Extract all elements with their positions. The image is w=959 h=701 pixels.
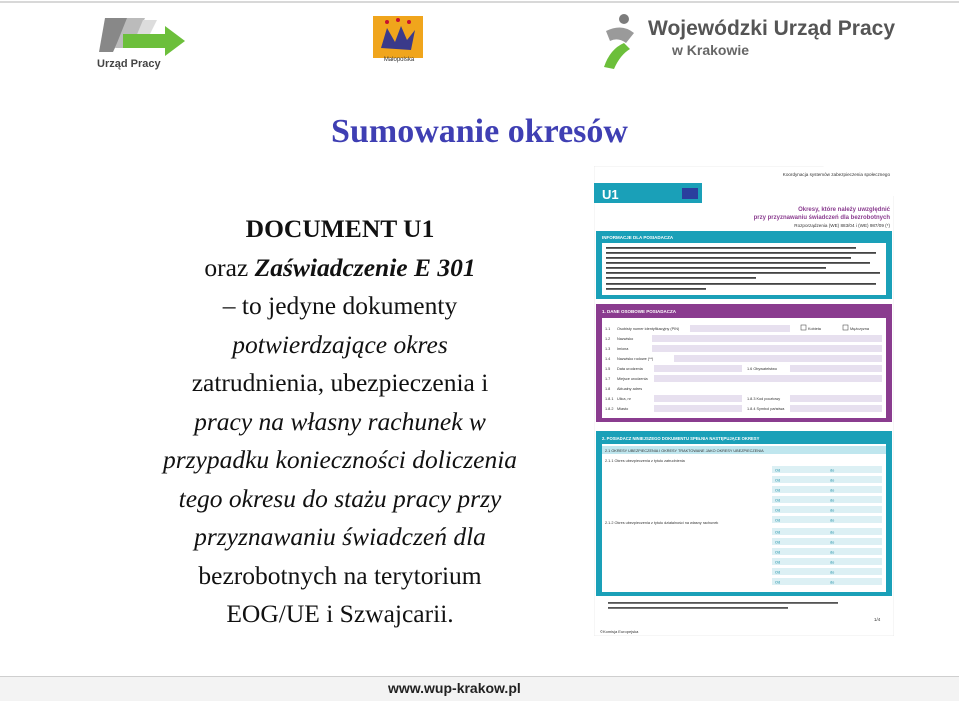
- form-code: U1: [602, 187, 619, 202]
- form-title-1: Okresy, które należy uwzględnić: [798, 207, 890, 213]
- s1-row-1: 1.1: [605, 327, 611, 331]
- section2-header: 2. POSIADACZ NINIEJSZEGO DOKUMENTU SPEŁNIA NASTĘPUJĄCE OKRESY: [602, 436, 760, 441]
- period-to-label: do: [830, 570, 835, 575]
- period-from-label: Od: [775, 550, 781, 555]
- period-row: [772, 568, 882, 575]
- period-from-label: Od: [775, 580, 781, 585]
- top-border: [0, 1, 959, 3]
- form-title-2: przy przyznawaniu świadczeń dla bezrobotnych: [753, 215, 890, 221]
- s1-row-8: 1.8.1: [605, 397, 614, 401]
- period-row: [772, 578, 882, 585]
- s1-row-8-label: Ulica, nr: [617, 397, 631, 401]
- s1-row-3: 1.3: [605, 347, 611, 351]
- body-line-7: przypadku konieczności doliczenia: [162, 445, 518, 474]
- s1-row-3-label: Imiona: [617, 347, 629, 351]
- period-to-label: do: [830, 550, 835, 555]
- body-line-5: zatrudnienia, ubezpieczenia i: [191, 368, 489, 397]
- period-from-label: Od: [775, 518, 781, 523]
- s1-row-7: 1.8: [605, 387, 611, 391]
- period-to-label: do: [830, 540, 835, 545]
- page-number: 1/4: [874, 617, 881, 622]
- slide-body: [110, 210, 570, 634]
- period-row: [772, 486, 882, 493]
- country-code-label: 1.8.4 Symbol państwa: [747, 407, 785, 411]
- period-from-label: Od: [775, 540, 781, 545]
- period-to-label: do: [830, 468, 835, 473]
- period-to-label: do: [830, 530, 835, 535]
- s1-row-6: 1.7: [605, 377, 611, 381]
- s1-row-5-label: Data urodzenia: [617, 367, 643, 371]
- footer-divider: [0, 676, 959, 677]
- malopolska-logo-label: Małopolska: [383, 57, 415, 63]
- row-211: 2.1.1 Okres ubezpieczenia z tytułu zatrudnienia: [605, 459, 685, 463]
- period-to-label: do: [830, 518, 835, 523]
- period-row: [772, 516, 882, 523]
- period-row: [772, 476, 882, 483]
- copyright: ©Komisja Europejska: [600, 629, 639, 634]
- sex-male: Mężczyzna: [850, 327, 869, 331]
- period-from-label: Od: [775, 478, 781, 483]
- s1-row-2-label: Nazwisko: [617, 337, 634, 341]
- info-header: INFORMACJE DLA POSIADACZA: [602, 235, 674, 240]
- period-to-label: do: [830, 478, 835, 483]
- period-from-label: Od: [775, 530, 781, 535]
- s1-row-6-label: Miejsce urodzenia: [617, 377, 648, 381]
- slide-title: Sumowanie okresów: [331, 113, 628, 150]
- body-line-2: oraz Zaświadczenie E 301: [204, 252, 476, 282]
- period-from-label: Od: [775, 508, 781, 513]
- footer-url: www.wup-krakow.pl: [388, 680, 521, 696]
- body-line-2-emphasis: Zaświadczenie E 301: [254, 252, 476, 282]
- period-row: [772, 506, 882, 513]
- row-212: 2.1.2 Okres ubezpieczenia z tytułu działalności na własny rachunek: [605, 521, 719, 525]
- body-line-3: – to jedyne dokumenty: [222, 291, 458, 320]
- coordination-header: Koordynacja systemów zabezpieczenia społecznego: [782, 172, 890, 177]
- wup-logo-subtitle: w Krakowie: [672, 42, 750, 58]
- document-u1-image: [594, 166, 894, 636]
- body-line-11: EOG/UE i Szwajcarii.: [226, 599, 454, 628]
- body-line-1: DOCUMENT U1: [245, 214, 435, 243]
- wup-logo-title: Wojewódzki Urząd Pracy: [648, 17, 896, 40]
- urzad-pracy-logo-label: Urząd Pracy: [97, 58, 161, 70]
- sex-female: Kobieta: [808, 327, 821, 331]
- section21-header: 2.1 OKRESY UBEZPIECZENIA I OKRESY TRAKTOWANE JAKO OKRESY UBEZPIECZENIA: [605, 449, 764, 453]
- period-from-label: Od: [775, 468, 781, 473]
- body-line-8: tego okresu do stażu pracy przy: [178, 483, 502, 513]
- period-row: [772, 496, 882, 503]
- s1-row-9: 1.8.2: [605, 407, 614, 411]
- s1-row-4-label: Nazwisko rodowe (**): [617, 357, 654, 361]
- eu-flag-icon: [682, 188, 698, 199]
- wup-logo-icon: [600, 13, 642, 69]
- period-to-label: do: [830, 560, 835, 565]
- period-from-label: Od: [775, 488, 781, 493]
- citizenship-label: 1.6 Obywatelstwo: [747, 367, 777, 371]
- period-to-label: do: [830, 508, 835, 513]
- period-to-label: do: [830, 498, 835, 503]
- period-row: [772, 548, 882, 555]
- period-row: [772, 528, 882, 535]
- s1-row-5: 1.5: [605, 367, 611, 371]
- body-line-6: pracy na własny rachunek w: [194, 406, 486, 436]
- form-regulation: Rozporządzenia (WE) 883/04 i (WE) 987/09 (*): [794, 223, 890, 228]
- period-row: [772, 538, 882, 545]
- period-from-label: Od: [775, 570, 781, 575]
- body-line-4: potwierdzające okres: [232, 329, 448, 359]
- period-from-label: Od: [775, 560, 781, 565]
- period-to-label: do: [830, 580, 835, 585]
- s1-row-9-label: Miasto: [617, 407, 629, 411]
- postal-code-label: 1.8.3 Kod pocztowy: [747, 397, 781, 401]
- s1-row-2: 1.2: [605, 337, 611, 341]
- s1-row-7-label: Aktualny adres: [617, 387, 643, 391]
- section1-header: 1. DANE OSOBOWE POSIADACZA: [602, 309, 677, 314]
- period-from-label: Od: [775, 498, 781, 503]
- s1-row-1-label: Osobisty numer identyfikacyjny (PIN): [617, 327, 680, 331]
- period-to-label: do: [830, 488, 835, 493]
- body-line-10: bezrobotnych na terytorium: [198, 560, 482, 590]
- period-row: [772, 558, 882, 565]
- s1-row-4: 1.4: [605, 357, 611, 361]
- body-line-9: przyznawaniu świadczeń dla: [194, 522, 486, 551]
- period-row: [772, 466, 882, 473]
